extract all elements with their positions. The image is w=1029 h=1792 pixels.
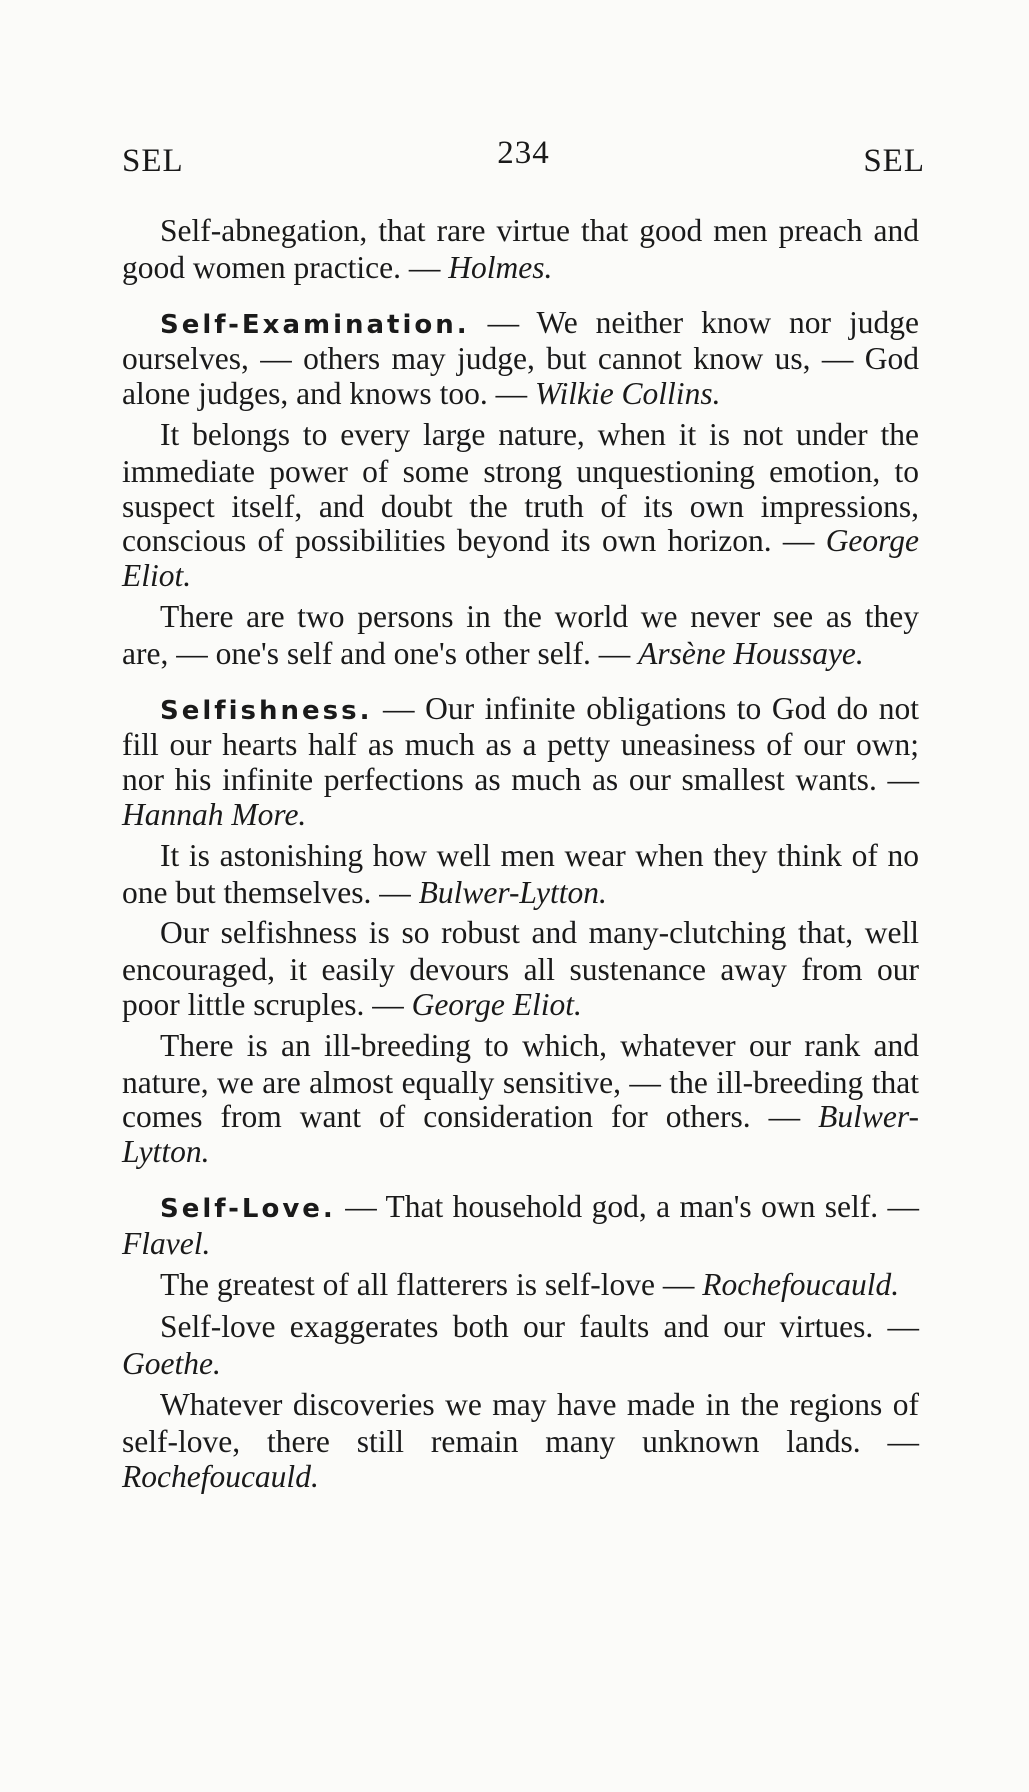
quotation-paragraph: [122, 916, 919, 1022]
quotation-paragraph: [122, 1310, 919, 1382]
quotation-author: Wilkie Collins.: [534, 376, 721, 412]
quotation-text: There is an ill-breeding to which, whatever our rank and nature, we are almost equally sensitive, — the ill-breeding that comes from want of consideration for others. —: [122, 1027, 919, 1135]
header-left-keyword: SEL: [122, 143, 184, 179]
quotation-paragraph: [122, 1268, 919, 1305]
quotation-text: It belongs to every large nature, when it is not under the immediate power of some strong unquestioning emotion, to suspect itself, and doubt the truth of its own impressions, conscious of possibilities beyond its own horizon. —: [122, 416, 919, 559]
quotation-paragraph: [122, 306, 919, 412]
quotation-author: Goethe.: [122, 1346, 221, 1382]
quotation-author: Flavel.: [122, 1225, 211, 1261]
topic-heading: Selfishness.: [160, 695, 373, 726]
quotation-author: George Eliot.: [411, 986, 582, 1022]
quotation-author: Hannah More.: [122, 796, 307, 832]
quotation-list: [122, 214, 919, 1500]
quotation-text: It is astonishing how well men wear when they think of no one but themselves. —: [122, 837, 919, 910]
quotation-author: Bulwer-Lytton.: [418, 874, 607, 910]
quotation-author: Rochefoucauld.: [702, 1266, 900, 1302]
topic-heading: Self-Love.: [160, 1193, 336, 1224]
topic-heading: Self-Examination.: [160, 309, 470, 340]
quotation-text: Self-love exaggerates both our faults and our virtues. —: [160, 1309, 919, 1345]
quotation-paragraph: [122, 1190, 919, 1262]
header-right-keyword: SEL: [863, 143, 925, 179]
quotation-paragraph: [122, 839, 919, 911]
quotation-text: — We neither know nor judge ourselves, — others may judge, but cannot know us, — God alone judges, and knows too. —: [122, 304, 919, 412]
quotation-paragraph: [122, 214, 919, 286]
quotation-paragraph: [122, 600, 919, 672]
page-number: 234: [497, 135, 550, 171]
quotation-paragraph: [122, 1388, 919, 1494]
running-header: [122, 135, 925, 183]
quotation-author: Rochefoucauld.: [122, 1458, 319, 1494]
quotation-text: Self-abnegation, that rare virtue that good men preach and good women practice. —: [122, 213, 919, 285]
quotation-author: Holmes.: [448, 249, 553, 285]
quotation-text: Whatever discoveries we may have made in the regions of self-love, there still remain many unknown lands. —: [122, 1386, 919, 1459]
quotation-paragraph: [122, 1029, 919, 1170]
quotation-paragraph: [122, 418, 919, 594]
quotation-author: Arsène Houssaye.: [638, 635, 864, 671]
quotation-paragraph: [122, 692, 919, 833]
quotation-text: There are two persons in the world we never see as they are, — one's self and one's other self. —: [122, 598, 919, 671]
quotation-author: Bulwer-Lytton.: [122, 1099, 919, 1170]
quotation-text: Our selfishness is so robust and many-clutching that, well encouraged, it easily devours all sustenance away from our poor little scruples. —: [122, 915, 919, 1022]
quotation-author: George Eliot.: [122, 523, 919, 594]
quotation-text: — Our infinite obligations to God do not fill our hearts half as much as a petty uneasiness of our own; nor his infinite perfections as much as our smallest wants. —: [122, 690, 919, 798]
quotation-text: The greatest of all flatterers is self-love —: [160, 1266, 703, 1302]
quotation-text: — That household god, a man's own self. —: [335, 1188, 919, 1224]
